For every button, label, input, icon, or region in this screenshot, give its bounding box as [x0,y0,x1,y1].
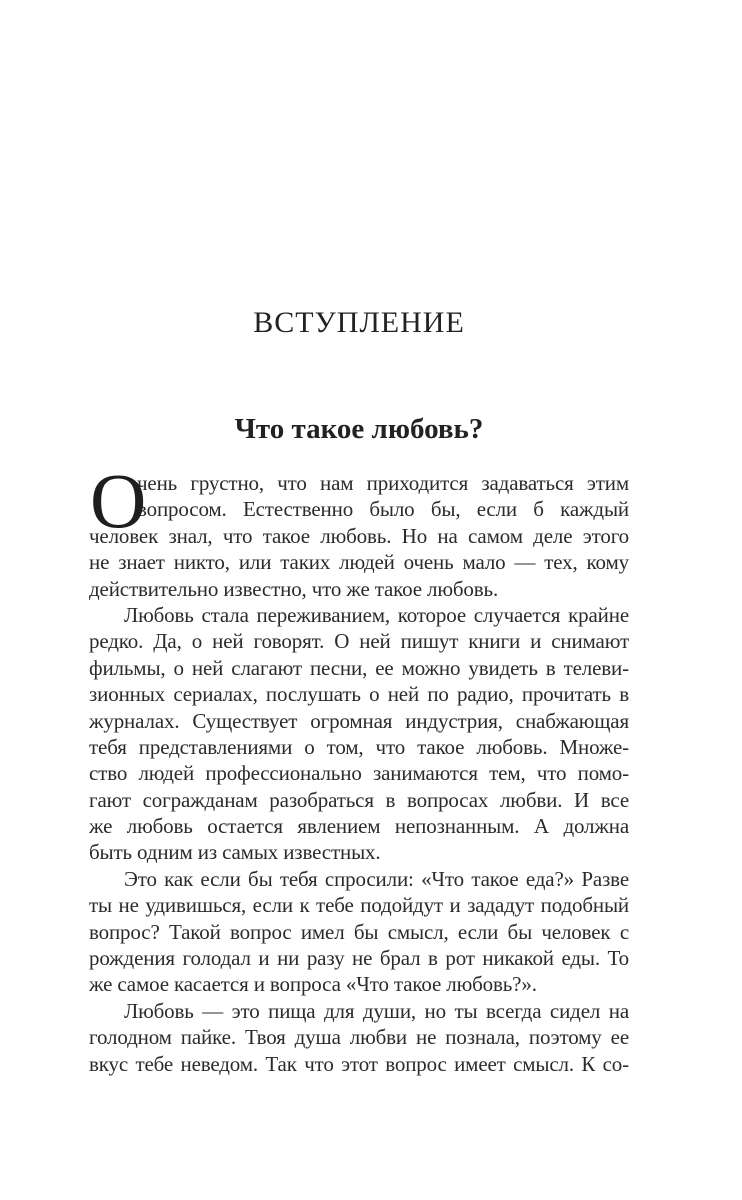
text-line: же самое касается и вопроса «Что такое любовь?». [89,972,537,997]
text-line: фильмы, о ней слагают песни, ее можно увидеть в телеви- [89,655,629,680]
drop-cap: О [90,457,147,544]
text-line: Любовь стала переживанием, которое случается крайне [124,602,629,627]
text-line: вкус тебе неведом. Так что этот вопрос имеет смысл. К со- [89,1051,629,1076]
text-line: зионных сериалах, послушать о ней по радио, прочитать в [89,682,629,707]
text-line: гают согражданам разобраться в вопросах любви. И все [89,787,629,812]
paragraph [89,602,629,866]
text-line: вопрос? Такой вопрос имел бы смысл, если бы человек с [89,919,629,944]
text-block [89,457,629,1077]
text-line: ты не удивишься, если к тебе подойдут и зададут подобный [89,893,629,918]
text-line: вопросом. Естественно было бы, если б каждый [137,497,629,522]
text-line: тебя представлениями о том, что такое любовь. Множе- [89,734,629,759]
text-line: не знает никто, или таких людей очень мало — тех, кому [89,550,629,575]
text-line: редко. Да, о ней говорят. О ней пишут книги и снимают [89,629,629,654]
text-line: ство людей профессионально занимаются тем, что помо- [89,761,629,786]
paragraph [89,998,629,1077]
text-line: Любовь — это пища для души, но ты всегда сидел на [124,998,629,1023]
text-line: человек знал, что такое любовь. Но на самом деле этого [89,523,629,548]
text-line: действительно известно, что же такое любовь. [89,576,499,601]
text-line: чень грустно, что нам приходится задаваться этим [137,471,629,495]
paragraph [89,457,629,602]
text-line: же любовь остается явлением непознанным. А должна [89,814,629,839]
chapter-title: ВСТУПЛЕНИЕ [253,306,465,339]
text-line: голодном пайке. Твоя душа любви не познала, поэтому ее [89,1025,629,1050]
text-line: Это как если бы тебя спросили: «Что такое еда?» Разве [124,866,629,891]
paragraph [89,866,629,998]
text-line: рождения голодал и ни разу не брал в рот никакой еды. То [89,946,629,971]
text-line: журналах. Существует огромная индустрия, снабжающая [89,708,629,733]
chapter-subtitle: Что такое любовь? [234,413,484,445]
text-line: быть одним из самых известных. [89,840,381,865]
